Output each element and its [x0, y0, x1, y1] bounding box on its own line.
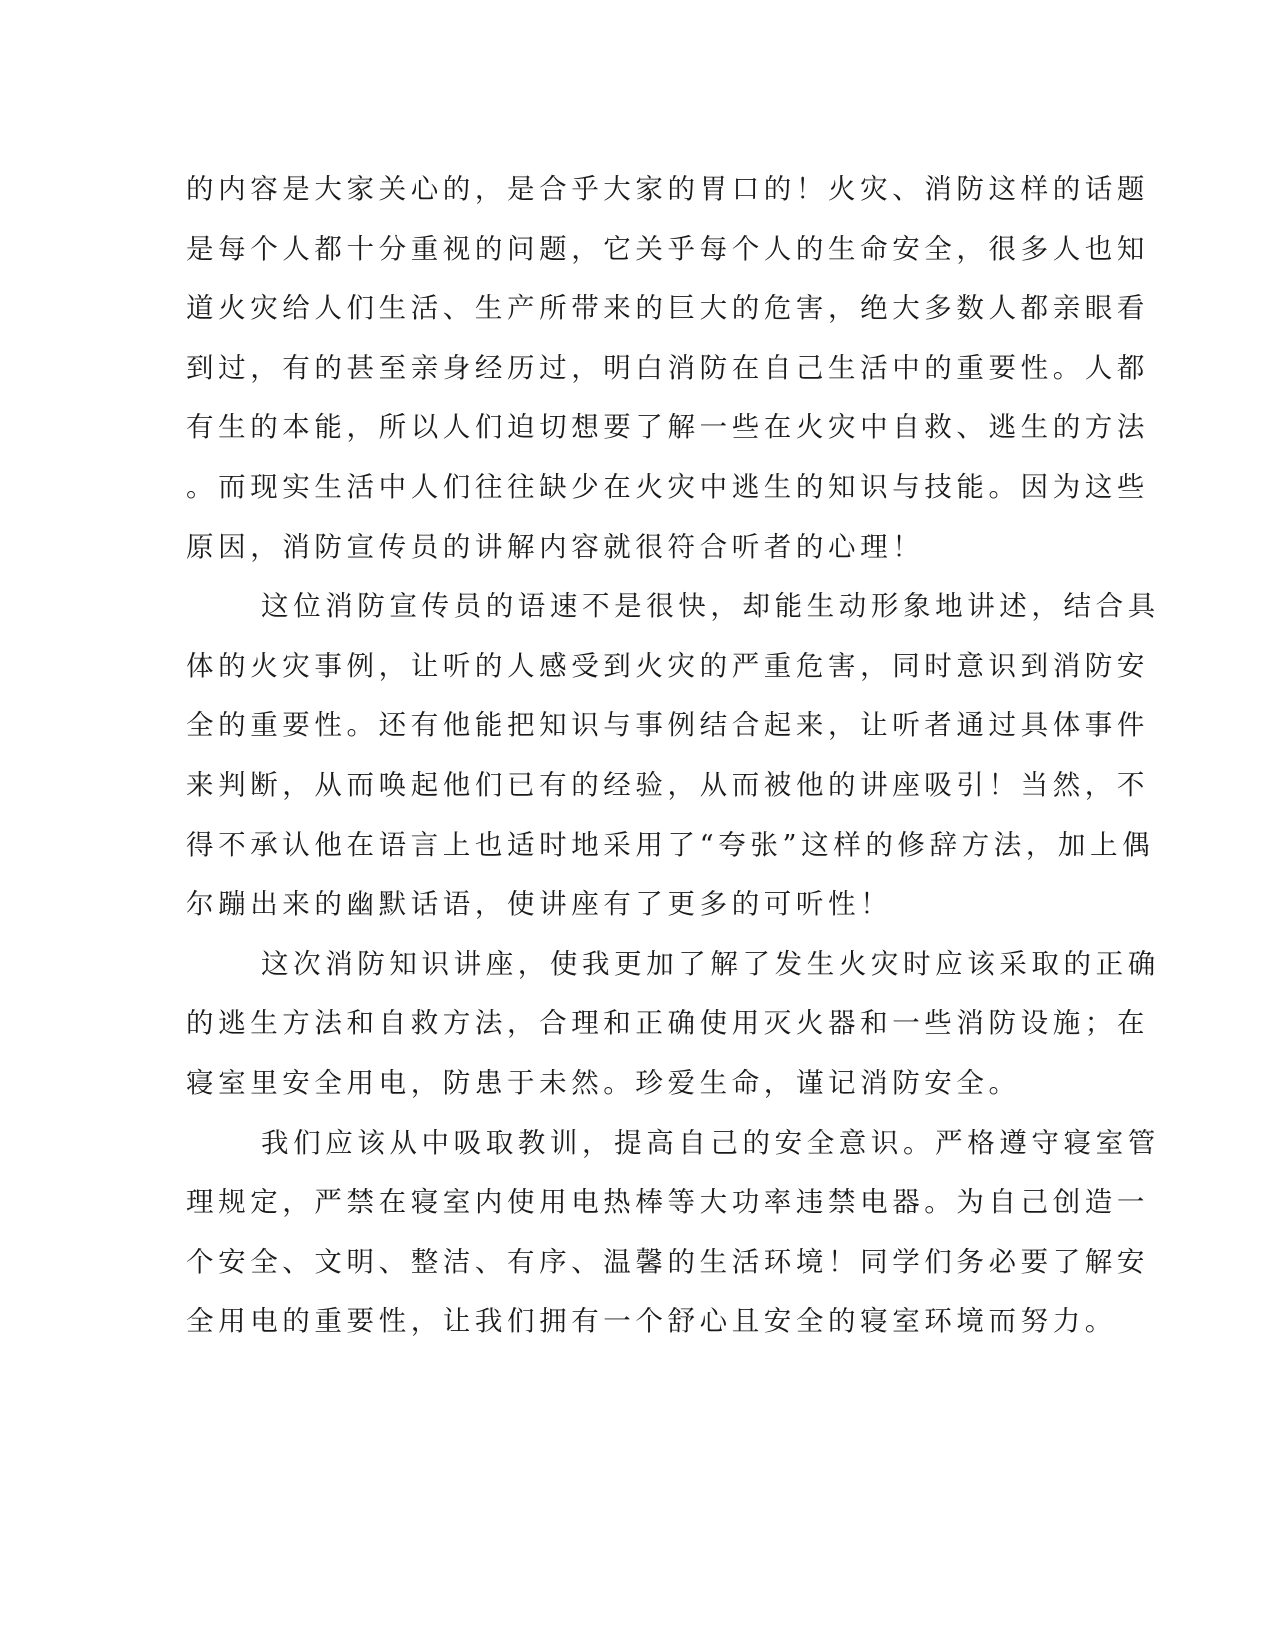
text-line: 这次消防知识讲座，使我更加了解了发生火灾时应该采取的正确 [261, 947, 1160, 980]
body-text [186, 160, 1160, 1352]
text-line: 尔蹦出来的幽默话语，使讲座有了更多的可听性！ [186, 888, 893, 921]
text-line: 得不承认他在语言上也适时地采用了“夸张”这样的修辞方法，加上偶 [186, 828, 1155, 861]
text-line: 到过，有的甚至亲身经历过，明白消防在自己生活中的重要性。人都 [186, 351, 1149, 384]
text-line: 我们应该从中吸取教训，提高自己的安全意识。严格遵守寝室管 [261, 1126, 1160, 1159]
text-line: 是每个人都十分重视的问题，它关乎每个人的生命安全，很多人也知 [186, 232, 1149, 265]
text-line: 寝室里安全用电，防患于未然。珍爱生命，谨记消防安全。 [186, 1066, 1021, 1099]
text-line: 的逃生方法和自救方法，合理和正确使用灭火器和一些消防设施；在 [186, 1007, 1149, 1040]
text-line: 全用电的重要性，让我们拥有一个舒心且安全的寝室环境而努力。 [186, 1305, 1117, 1338]
text-line: 道火灾给人们生活、生产所带来的巨大的危害，绝大多数人都亲眼看 [186, 292, 1149, 325]
text-line: 来判断，从而唤起他们已有的经验，从而被他的讲座吸引！当然，不 [186, 768, 1149, 801]
text-line: 有生的本能，所以人们迫切想要了解一些在火灾中自救、逃生的方法 [186, 411, 1149, 444]
text-line: 原因，消防宣传员的讲解内容就很符合听者的心理！ [186, 530, 925, 563]
text-line: 个安全、文明、整洁、有序、温馨的生活环境！同学们务必要了解安 [186, 1245, 1149, 1278]
text-line: 全的重要性。还有他能把知识与事例结合起来，让听者通过具体事件 [186, 709, 1149, 742]
text-line: 。而现实生活中人们往往缺少在火灾中逃生的知识与技能。因为这些 [186, 470, 1149, 503]
text-line: 体的火灾事例，让听的人感受到火灾的严重危害，同时意识到消防安 [186, 649, 1149, 682]
text-line: 的内容是大家关心的，是合乎大家的胃口的！火灾、消防这样的话题 [186, 173, 1149, 205]
text-line: 这位消防宣传员的语速不是很快，却能生动形象地讲述，结合具 [261, 590, 1160, 623]
text-line: 理规定，严禁在寝室内使用电热棒等大功率违禁电器。为自己创造一 [186, 1186, 1149, 1219]
